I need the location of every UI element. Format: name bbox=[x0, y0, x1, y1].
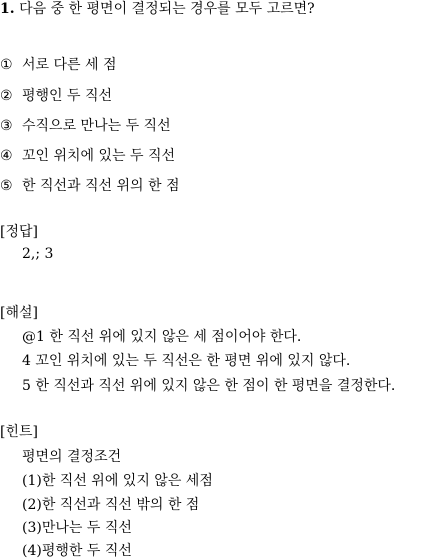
hint-item-4: (4)평행한 두 직선 bbox=[22, 543, 132, 559]
explanation-line-3: 5 한 직선과 직선 위에 있지 않은 한 점이 한 평면을 결정한다. bbox=[22, 378, 396, 394]
choice-mark: ⑤ bbox=[0, 178, 13, 194]
choice-1 bbox=[0, 56, 117, 74]
explanation-line-2: 4 꼬인 위치에 있는 두 직선은 한 평면 위에 있지 않다. bbox=[22, 353, 351, 369]
choice-2 bbox=[0, 87, 112, 105]
hint-title: 평면의 결정조건 bbox=[22, 449, 122, 465]
hint-item-1: (1)한 직선 위에 있지 않은 세점 bbox=[22, 473, 213, 489]
choice-mark: ③ bbox=[0, 118, 13, 134]
question-line bbox=[0, 0, 315, 18]
choice-text: 서로 다른 세 점 bbox=[22, 57, 117, 73]
question-number: 1. bbox=[0, 1, 15, 17]
hint-item-2: (2)한 직선과 직선 밖의 한 점 bbox=[22, 497, 200, 513]
answer-value: 2,; 3 bbox=[22, 246, 54, 262]
choice-3 bbox=[0, 117, 171, 135]
choice-mark: ② bbox=[0, 88, 13, 104]
hint-item-3: (3)만나는 두 직선 bbox=[22, 520, 132, 536]
choice-mark: ④ bbox=[0, 148, 13, 164]
choice-mark: ① bbox=[0, 57, 13, 73]
question-text: 다음 중 한 평면이 결정되는 경우를 모두 고르면? bbox=[19, 1, 315, 17]
choice-text: 꼬인 위치에 있는 두 직선 bbox=[22, 148, 176, 164]
hint-heading: [힌트] bbox=[0, 424, 38, 440]
explanation-heading: [해설] bbox=[0, 305, 38, 321]
choice-text: 평행인 두 직선 bbox=[22, 88, 113, 104]
choice-4 bbox=[0, 147, 175, 165]
choice-5 bbox=[0, 177, 180, 195]
answer-heading: [정답] bbox=[0, 224, 38, 240]
choice-text: 한 직선과 직선 위의 한 점 bbox=[22, 178, 180, 194]
choice-text: 수직으로 만나는 두 직선 bbox=[22, 118, 171, 134]
explanation-line-1: @1 한 직선 위에 있지 않은 세 점이어야 한다. bbox=[22, 329, 302, 345]
